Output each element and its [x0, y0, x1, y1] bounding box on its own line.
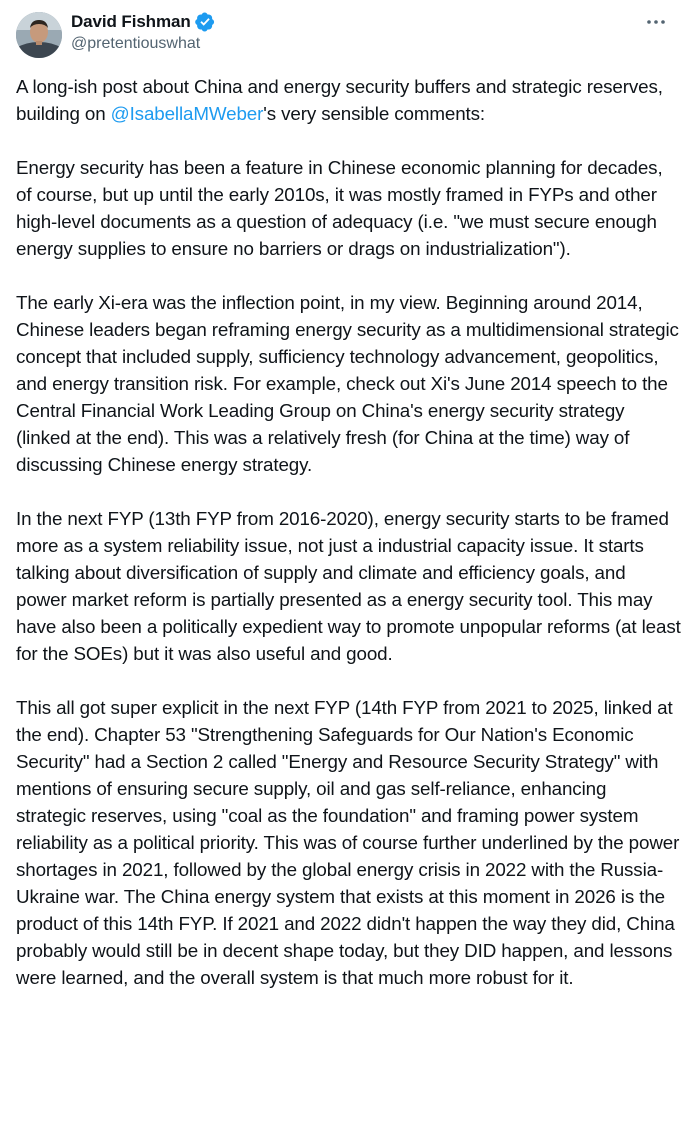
author-avatar[interactable] — [16, 12, 62, 58]
post-text — [16, 73, 681, 1018]
verified-badge-icon — [195, 12, 215, 32]
avatar-photo — [16, 12, 62, 58]
post-paragraph-4: In the next FYP (13th FYP from 2016-2020), energy security starts to be framed more as a system reliability issue, not just a industrial capacity issue. It starts talking about diversification of supply and climate and efficiency goals, and power market reform is partially presented as a energy security tool. This may have also been a politically expedient way to promote unpopular reforms (at least for the SOEs) but it was also useful and good. — [16, 508, 681, 664]
mention-link[interactable]: @IsabellaMWeber — [110, 103, 264, 124]
author-name[interactable]: David Fishman — [71, 12, 191, 31]
post-paragraph-5: This all got super explicit in the next FYP (14th FYP from 2021 to 2025, linked at the end). Chapter 53 "Strengthening Safeguards for Our Nation's Economic Security" had a Section 2 called "Energy and Resource Security Strategy" with mentions of ensuring secure supply, oil and gas self-reliance, enhancing strategic reserves, using "coal as the foundation" and framing power system reliability as a political priority. This was of course further underlined by the power shortages in 2021, followed by the global energy crisis in 2022 with the Russia-Ukraine war. The China energy system that exists at this moment in 2026 is the product of this 14th FYP. If 2021 and 2022 didn't happen the way they did, China probably would still be in decent shape today, but they DID happen, and lessons were learned, and the overall system is that much more robust for it. — [16, 697, 680, 988]
post-paragraph-3: The early Xi-era was the inflection point, in my view. Beginning around 2014, Chinese leaders began reframing energy security as a multidimensional strategic concept that included supply, sufficiency technology advancement, geopolitics, and energy transition risk. For example, check out Xi's June 2014 speech to the Central Financial Work Leading Group on China's energy security strategy (linked at the end). This was a relatively fresh (for China at the time) way of discussing Chinese energy strategy. — [16, 292, 679, 475]
post-paragraph-1 — [16, 73, 681, 127]
name-row — [71, 11, 215, 33]
author-handle[interactable]: @pretentiouswhat — [71, 35, 201, 52]
post-paragraph-2: Energy security has been a feature in Chinese economic planning for decades, of course, but up until the early 2010s, it was mostly framed in FYPs and other high-level documents as a question of adequacy (i.e. "we must secure enough energy supplies to ensure no barriers or drags on industrialization"). — [16, 157, 663, 259]
post-paragraph-1-end: 's very sensible comments: — [263, 103, 486, 124]
post-paragraph-1-start: A long-ish post about China and energy security buffers and strategic reserves, building on — [16, 76, 663, 124]
author-info — [71, 11, 215, 53]
more-options-button[interactable] — [642, 8, 670, 36]
more-horizontal-icon — [646, 19, 666, 25]
